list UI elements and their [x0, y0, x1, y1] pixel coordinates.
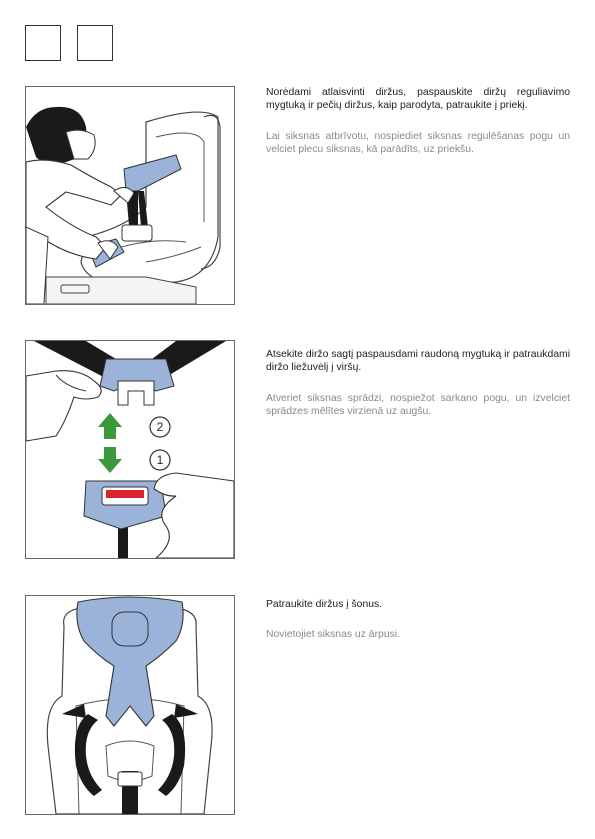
blank-box-2 [77, 25, 113, 61]
step3-text-lt: Patraukite diržus į šonus. [266, 599, 383, 610]
step3-text-lv: Novietojiet siksnas uz ārpusi. [266, 629, 400, 641]
badge-2: 2 [156, 420, 164, 434]
step1-text-lv: Lai siksnas atbrīvotu, nospiediet siksnas regulēšanas pogu un velciet plecu siksnas, kā parādīts, uz priekšu. [266, 130, 570, 156]
step2-illustration [25, 340, 235, 559]
step2-text-lv: Atveriet siksnas sprādzi, nospiežot sarkano pogu, un izvelciet sprādzes mēlītes virzienā uz augšu. [266, 392, 570, 418]
badge-1: 1 [156, 453, 164, 467]
step2-text-lt: Atsekite diržo sagtį paspausdami raudoną mygtuką ir patraukdami diržo liežuvėlį į viršų. [266, 349, 570, 374]
step1-illustration [25, 86, 235, 305]
step1-text-lt: Norėdami atlaisvinti diržus, paspauskite diržų reguliavimo mygtuką ir pečių diržus, kaip parodyta, patraukite į priekį. [266, 87, 570, 112]
step3-illustration [25, 595, 235, 815]
blank-box-1 [25, 25, 61, 61]
